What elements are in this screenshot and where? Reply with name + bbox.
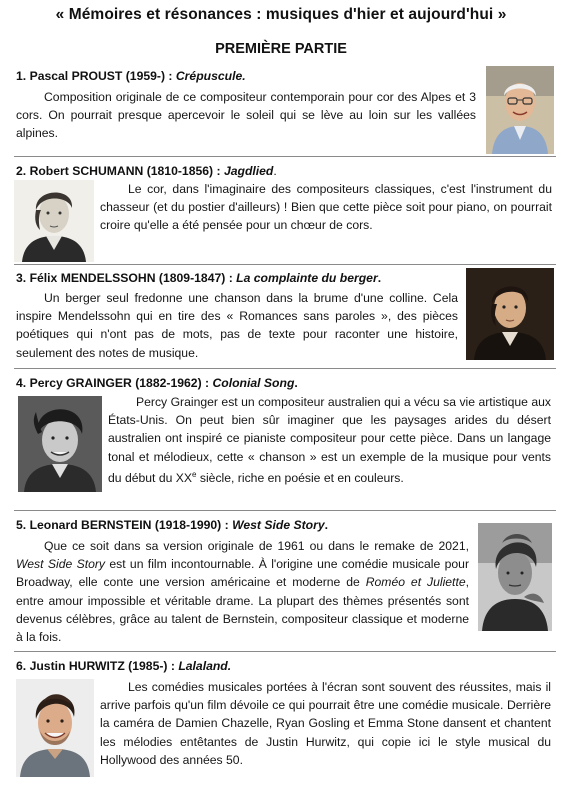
section-bernstein bbox=[16, 517, 554, 533]
work-title: Colonial Song bbox=[212, 376, 295, 390]
document-title: « Mémoires et résonances : musiques d'hier et aujourd'hui » bbox=[55, 6, 507, 23]
part-title: PREMIÈRE PARTIE bbox=[215, 41, 347, 57]
section-schumann bbox=[16, 163, 554, 179]
divider bbox=[14, 264, 556, 265]
section-number: 4. bbox=[16, 376, 27, 390]
work-title: Jagdlied bbox=[223, 164, 274, 178]
composer-portrait-photo bbox=[486, 66, 554, 154]
composer-portrait-photo bbox=[478, 523, 552, 631]
section-heading: 3. Félix MENDELSSOHN (1809-1847) : La complainte du berger. bbox=[16, 271, 382, 285]
section-heading bbox=[16, 68, 554, 84]
work-title: Lalaland. bbox=[178, 659, 232, 673]
section-grainger bbox=[16, 375, 554, 391]
section-hurwitz bbox=[16, 658, 554, 674]
composer-portrait-painting bbox=[466, 268, 554, 360]
section-description: Le cor, dans l'imaginaire des compositeurs classiques, c'est l'instrument du chasseur (et du postier d'ailleurs) ! Bien que cette pièce soit pour piano, on pourrait croire qu'elle a été pensée pour un chœur de cors. bbox=[100, 182, 552, 233]
section-heading: 4. Percy GRAINGER (1882-1962) : Colonial Song. bbox=[16, 376, 298, 390]
composer-portrait-photo bbox=[18, 396, 102, 492]
section-description: Que ce soit dans sa version originale de 1961 ou dans le remake de 2021, West Side Story est un film incontournable. À l'origine une comédie musicale pour Broadway, elle conte une version américaine et moderne de Roméo et Juliette, entre amour impossible et véritable drame. La plupart des thèmes présentés sont devenus célèbres, grâce au talent de Bernstein, compositeur classique et moderne à la fois. bbox=[16, 539, 469, 645]
section-description: Percy Grainger est un compositeur australien qui a vécu sa vie artistique aux États-Unis. On peut bien sûr imaginer que les paysages arides du désert australien ont inspiré ce pianiste compositeur pour cette pièce. Dans un langage tonal et mélodieux, cette « chanson » est un exemple de la musique pour vents du début du XXe siècle, riche en poésie et en couleurs. bbox=[108, 395, 551, 485]
section-proust bbox=[16, 68, 554, 84]
section-number: 5. bbox=[16, 518, 27, 532]
composer-name: Pascal PROUST (1959-) : bbox=[29, 69, 173, 83]
divider bbox=[14, 156, 556, 157]
section-description: Les comédies musicales portées à l'écran sont souvent des réussites, mais il arrive parfois qu'un film dévoile ce qui pourrait être une comédie musicale. Derrière la caméra de Damien Chazelle, Ryan Gosling et Emma Stone dansent et chantent les mélodies entêtantes de Justin Hurwitz, qui copie ici le style musical du Hollywood des années 50. bbox=[100, 680, 551, 767]
divider bbox=[14, 368, 556, 369]
work-title: La complainte du berger bbox=[236, 271, 378, 285]
section-heading bbox=[16, 658, 554, 674]
composer-portrait-photo bbox=[16, 679, 94, 777]
work-title: Crépuscule. bbox=[175, 69, 246, 83]
section-description: Un berger seul fredonne une chanson dans la brume d'une colline. Cela inspire Mendelssohn qui en tire des « Romances sans paroles », des pièces poétiques qui n'ont pas de mots, pas de texte pour raconter une histoire, seulement des notes de musique. bbox=[16, 291, 458, 360]
section-number: 2. bbox=[16, 164, 27, 178]
composer-name: Percy GRAINGER (1882-1962) : bbox=[29, 376, 210, 390]
section-heading: 5. Leonard BERNSTEIN (1918-1990) : West Side Story. bbox=[16, 518, 329, 532]
section-number: 6. bbox=[16, 659, 27, 673]
composer-name: Justin HURWITZ (1985-) : bbox=[29, 659, 175, 673]
divider bbox=[14, 651, 556, 652]
section-heading: 2. Robert SCHUMANN (1810-1856) : Jagdlied. bbox=[16, 164, 277, 178]
composer-name: Leonard BERNSTEIN (1918-1990) : bbox=[29, 518, 229, 532]
composer-name: Robert SCHUMANN (1810-1856) : bbox=[29, 164, 221, 178]
composer-portrait-engraving bbox=[14, 180, 94, 262]
work-title: West Side Story bbox=[232, 518, 325, 532]
section-number: 1. bbox=[16, 69, 27, 83]
divider bbox=[14, 510, 556, 511]
section-description: Composition originale de ce compositeur contemporain pour cor des Alpes et 3 cors. On pourrait presque apercevoir le soleil qui se lève au loin sur les vallées alpines. bbox=[16, 90, 476, 141]
section-number: 3. bbox=[16, 271, 27, 285]
composer-name: Félix MENDELSSOHN (1809-1847) : bbox=[29, 271, 233, 285]
